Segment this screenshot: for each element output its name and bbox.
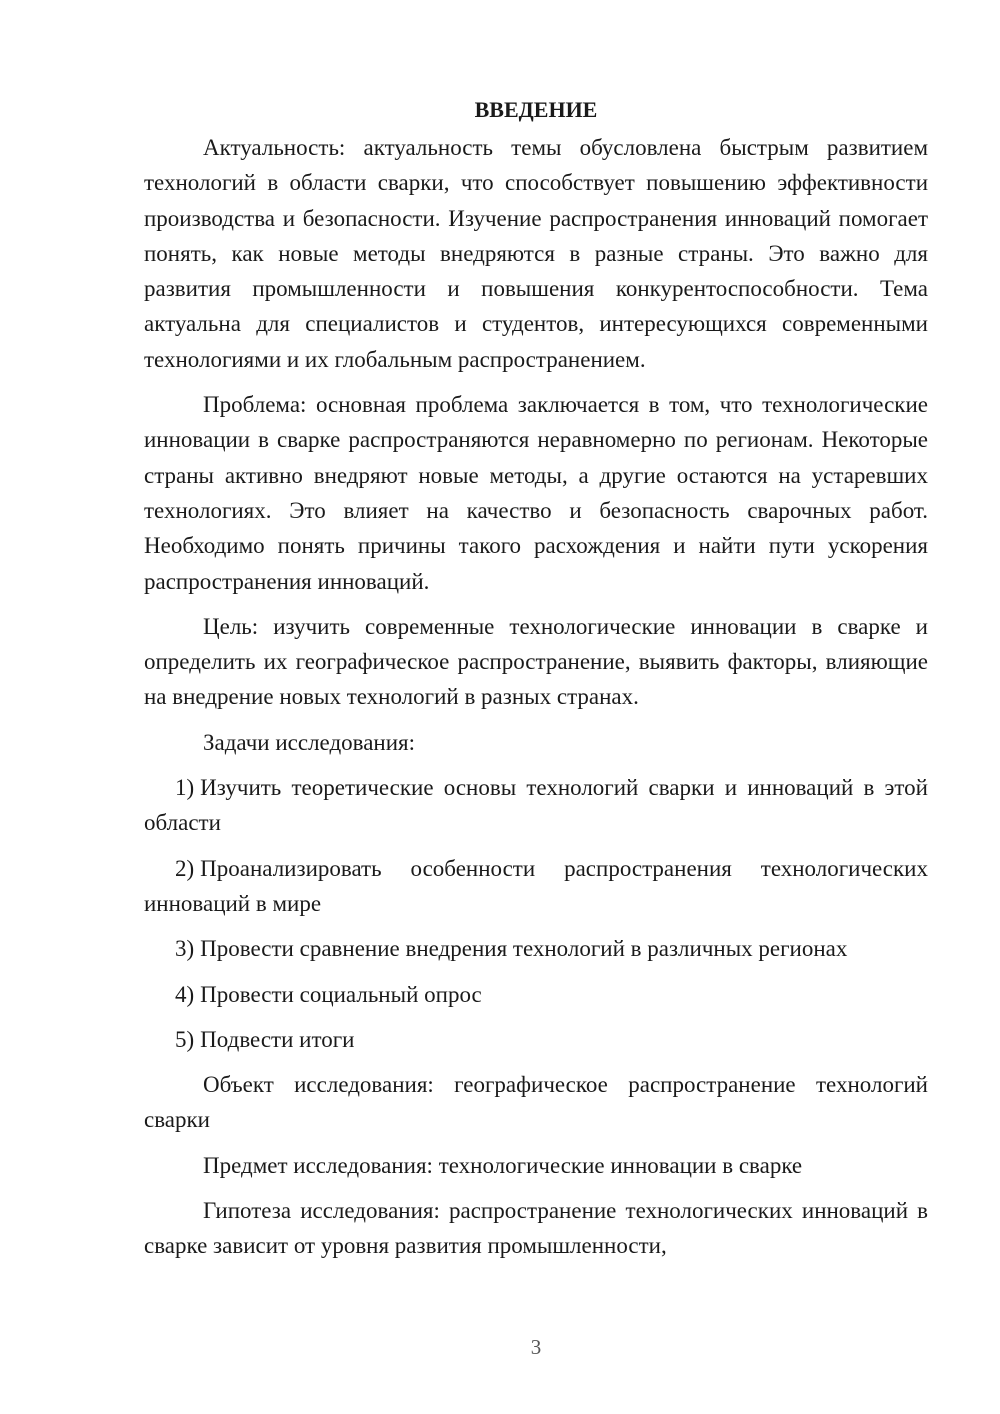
task-number: 5) — [175, 1026, 195, 1052]
paragraph-object: Объект исследования: географическое распространение технологий сварки — [144, 1072, 928, 1133]
task-text: Изучить теоретические основы технологий сварки и инноваций в этой области — [144, 775, 928, 836]
task-number: 3) — [175, 936, 195, 962]
task-item-2 — [144, 851, 928, 922]
task-item-4 — [144, 977, 928, 1012]
paragraph-goal: Цель: изучить современные технологические инновации в сварке и определить их географическое распространение, выявить факторы, влияющие на внедрение новых технологий в разных странах. — [144, 613, 928, 710]
tasks-heading: Задачи исследования: — [203, 729, 416, 755]
section-title: ВВЕДЕНИЕ — [474, 97, 598, 122]
task-item-3 — [144, 931, 928, 966]
task-text: Провести сравнение внедрения технологий в различных регионах — [200, 936, 848, 962]
task-number: 4) — [175, 981, 195, 1007]
task-text: Провести социальный опрос — [200, 981, 482, 1007]
page-content — [144, 92, 928, 1264]
paragraph-subject: Предмет исследования: технологические инновации в сварке — [203, 1152, 803, 1178]
paragraph-hypothesis: Гипотеза исследования: распространение технологических инноваций в сварке зависит от уровня развития промышленности, — [144, 1198, 928, 1259]
task-text: Подвести итоги — [200, 1026, 355, 1052]
task-number: 1) — [175, 775, 195, 801]
task-item-1 — [144, 770, 928, 841]
task-text: Проанализировать особенности распространения технологических инноваций в мире — [144, 855, 928, 916]
paragraph-problem: Проблема: основная проблема заключается в том, что технологические инновации в сварке распространяются неравномерно по регионам. Некоторые страны активно внедряют новые методы, а другие остаются на устаревших технологиях. Это влияет на качество и безопасность сварочных работ. Необходимо понять причины такого расхождения и найти пути ускорения распространения инноваций. — [144, 392, 928, 594]
task-number: 2) — [175, 855, 195, 881]
task-item-5 — [144, 1022, 928, 1057]
page-number: 3 — [530, 1335, 542, 1359]
paragraph-relevance: Актуальность: актуальность темы обусловлена быстрым развитием технологий в области сварки, что способствует повышению эффективности производства и безопасности. Изучение распространения инноваций помогает понять, как новые методы внедряются в разные страны. Это важно для развития промышленности и повышения конкурентоспособности. Тема актуальна для специалистов и студентов, интересующихся современными технологиями и их глобальным распространением. — [144, 135, 928, 372]
